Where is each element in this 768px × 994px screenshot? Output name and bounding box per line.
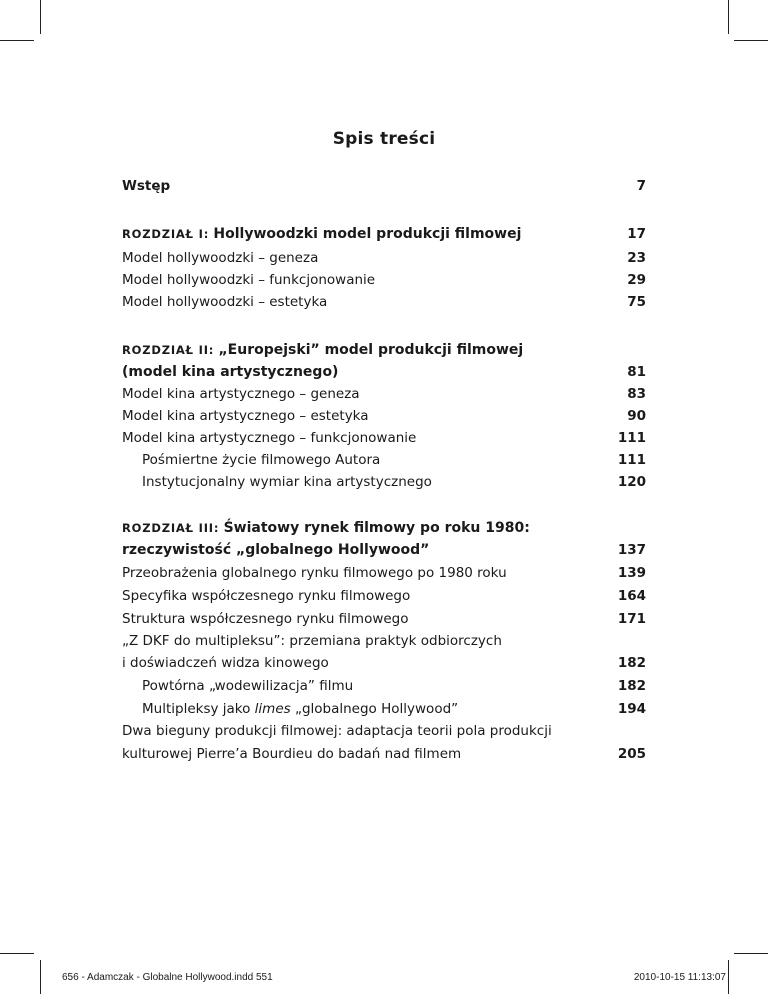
toc-page-number: 120 (617, 474, 646, 490)
crop-mark (40, 960, 41, 994)
toc-item (122, 404, 646, 428)
toc-entry-text: Model kina artystycznego – geneza (122, 386, 360, 402)
toc-subitem (122, 697, 646, 721)
crop-mark (40, 0, 41, 34)
crop-mark (734, 953, 768, 954)
toc-page-number: 205 (617, 746, 646, 762)
toc-subitem (122, 470, 646, 494)
toc-entry-text: Pośmiertne życie filmowego Autora (142, 452, 381, 468)
toc-item (122, 719, 646, 743)
toc-chapter-3 (122, 516, 646, 540)
print-slug-file: 656 - Adamczak - Globalne Hollywood.indd 551 (62, 972, 273, 983)
toc-chapter-1 (122, 222, 646, 246)
toc-item (122, 246, 646, 270)
toc-entry-text: Powtórna „wodewilizacja” filmu (142, 678, 354, 694)
crop-mark (728, 960, 729, 994)
toc-page-number: 90 (627, 408, 646, 424)
toc-chapter-2-line2 (122, 360, 646, 384)
toc-page-number: 81 (627, 364, 646, 380)
toc-entry-text: Dwa bieguny produkcji filmowej: adaptacja teorii pola produkcji (122, 723, 552, 739)
toc-entry-text: Model hollywoodzki – geneza (122, 250, 319, 266)
crop-mark (0, 953, 34, 954)
toc-entry-text: Specyfika współczesnego rynku filmowego (122, 588, 411, 604)
toc-item (122, 629, 646, 653)
toc-item (122, 382, 646, 406)
crop-mark (728, 0, 729, 34)
toc-page-number: 111 (617, 430, 646, 446)
toc-entry-text: Model hollywoodzki – estetyka (122, 294, 328, 310)
toc-entry-text: „Z DKF do multipleksu”: przemiana praktyk odbiorczych (122, 633, 502, 649)
toc-page-number: 75 (627, 294, 646, 310)
toc-page-number: 23 (627, 250, 646, 266)
toc-page-number: 171 (617, 611, 646, 627)
chapter-title: „Europejski” model produkcji filmowej (218, 342, 524, 358)
toc-item (122, 426, 646, 450)
chapter-label: ROZDZIAŁ I: (122, 227, 210, 241)
toc-entry-text: Instytucjonalny wymiar kina artystycznego (142, 474, 432, 490)
toc-item (122, 268, 646, 292)
toc-page-number: 139 (617, 565, 646, 581)
toc-page-number: 182 (617, 678, 646, 694)
toc-page-number: 137 (617, 542, 646, 558)
chapter-title: (model kina artystycznego) (122, 364, 339, 380)
toc-text-part: „globalnego Hollywood” (290, 701, 459, 717)
crop-mark (0, 40, 34, 41)
toc-entry-text: kulturowej Pierre’a Bourdieu do badań nad filmem (122, 746, 462, 762)
chapter-title: Hollywoodzki model produkcji filmowej (213, 226, 522, 242)
toc-page-number: 164 (617, 588, 646, 604)
toc-subitem (122, 674, 646, 698)
toc-item (122, 584, 646, 608)
toc-item (122, 607, 646, 631)
toc-entry-text: Model kina artystycznego – funkcjonowanie (122, 430, 417, 446)
toc-item (122, 742, 646, 766)
toc-entry-text: Model kina artystycznego – estetyka (122, 408, 369, 424)
toc-intro (122, 174, 646, 198)
toc-text-part: Multipleksy jako (142, 701, 255, 717)
toc-item (122, 651, 646, 675)
toc-item (122, 561, 646, 585)
toc-entry-text: Przeobrażenia globalnego rynku filmowego po 1980 roku (122, 565, 507, 581)
toc-page-number: 194 (617, 701, 646, 717)
toc-entry-text: Struktura współczesnego rynku filmowego (122, 611, 409, 627)
toc-entry-text: Wstęp (122, 178, 171, 194)
toc-subitem (122, 448, 646, 472)
chapter-label: ROZDZIAŁ III: (122, 521, 220, 535)
toc-entry-text: i doświadczeń widza kinowego (122, 655, 329, 671)
toc-entry-text (142, 697, 458, 721)
toc-page-number: 17 (627, 226, 646, 242)
page-title: Spis treści (332, 129, 436, 149)
toc-page-number: 29 (627, 272, 646, 288)
toc-page-number: 83 (627, 386, 646, 402)
toc-chapter-2 (122, 338, 646, 362)
chapter-title: Światowy rynek filmowy po roku 1980: (223, 520, 530, 536)
crop-mark (734, 40, 768, 41)
toc-entry-text: Model hollywoodzki – funkcjonowanie (122, 272, 376, 288)
toc-chapter-3-line2 (122, 538, 646, 562)
chapter-label: ROZDZIAŁ II: (122, 343, 215, 357)
chapter-title: rzeczywistość „globalnego Hollywood” (122, 542, 430, 558)
toc-text-italic: limes (254, 701, 291, 717)
toc-page-number: 182 (617, 655, 646, 671)
toc-item (122, 290, 646, 314)
toc-page-number: 111 (617, 452, 646, 468)
print-slug-timestamp: 2010-10-15 11:13:07 (633, 972, 726, 983)
toc-page-number: 7 (636, 178, 646, 194)
